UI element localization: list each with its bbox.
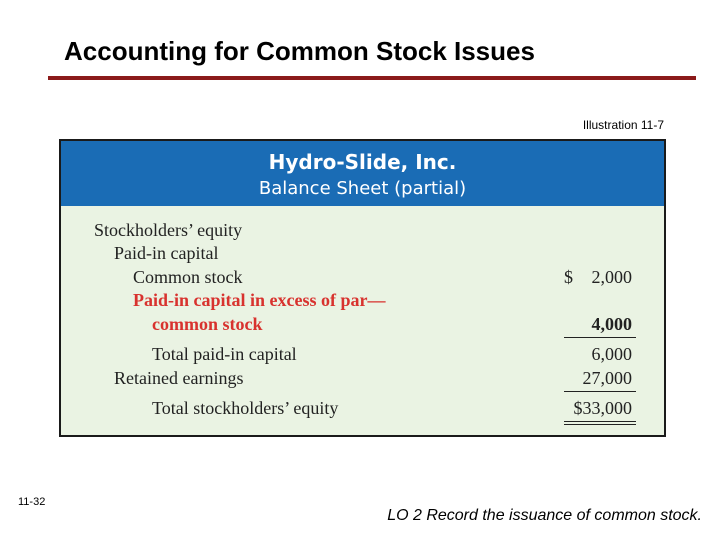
illustration-label: Illustration 11-7 (582, 118, 664, 132)
row-label-common-stock-excess: common stock (152, 314, 263, 334)
row-amount-total-equity: $33,000 (573, 398, 632, 418)
statement-title: Balance Sheet (partial) (258, 178, 467, 199)
subtotal-rule (564, 337, 636, 338)
title-divider (48, 76, 696, 80)
row-label-retained-earnings: Retained earnings (114, 368, 244, 388)
double-underline-bottom (564, 424, 636, 425)
row-label-paid-in-capital: Paid-in capital (114, 243, 219, 263)
company-name: Hydro-Slide, Inc. (268, 150, 457, 174)
row-label-paid-in-excess: Paid-in capital in excess of par— (133, 290, 386, 310)
row-amount-common-stock: 2,000 (591, 267, 632, 287)
double-underline-top (564, 421, 636, 422)
row-currency-common-stock: $ (564, 267, 573, 287)
row-amount-total-paid-in: 6,000 (591, 344, 632, 364)
row-label-common-stock: Common stock (133, 267, 243, 287)
row-label-total-paid-in: Total paid-in capital (152, 344, 297, 364)
balance-sheet-header (61, 141, 664, 206)
slide-title: Accounting for Common Stock Issues (64, 36, 535, 66)
balance-sheet-panel (59, 139, 666, 437)
page-number: 11-32 (18, 496, 46, 508)
row-label-total-equity: Total stockholders’ equity (152, 398, 339, 418)
total-rule (564, 391, 636, 392)
learning-objective: LO 2 Record the issuance of common stock. (387, 507, 702, 524)
row-label-stockholders-equity: Stockholders’ equity (94, 220, 243, 240)
row-amount-retained-earnings: 27,000 (582, 368, 632, 388)
row-amount-paid-in-excess: 4,000 (591, 314, 632, 334)
